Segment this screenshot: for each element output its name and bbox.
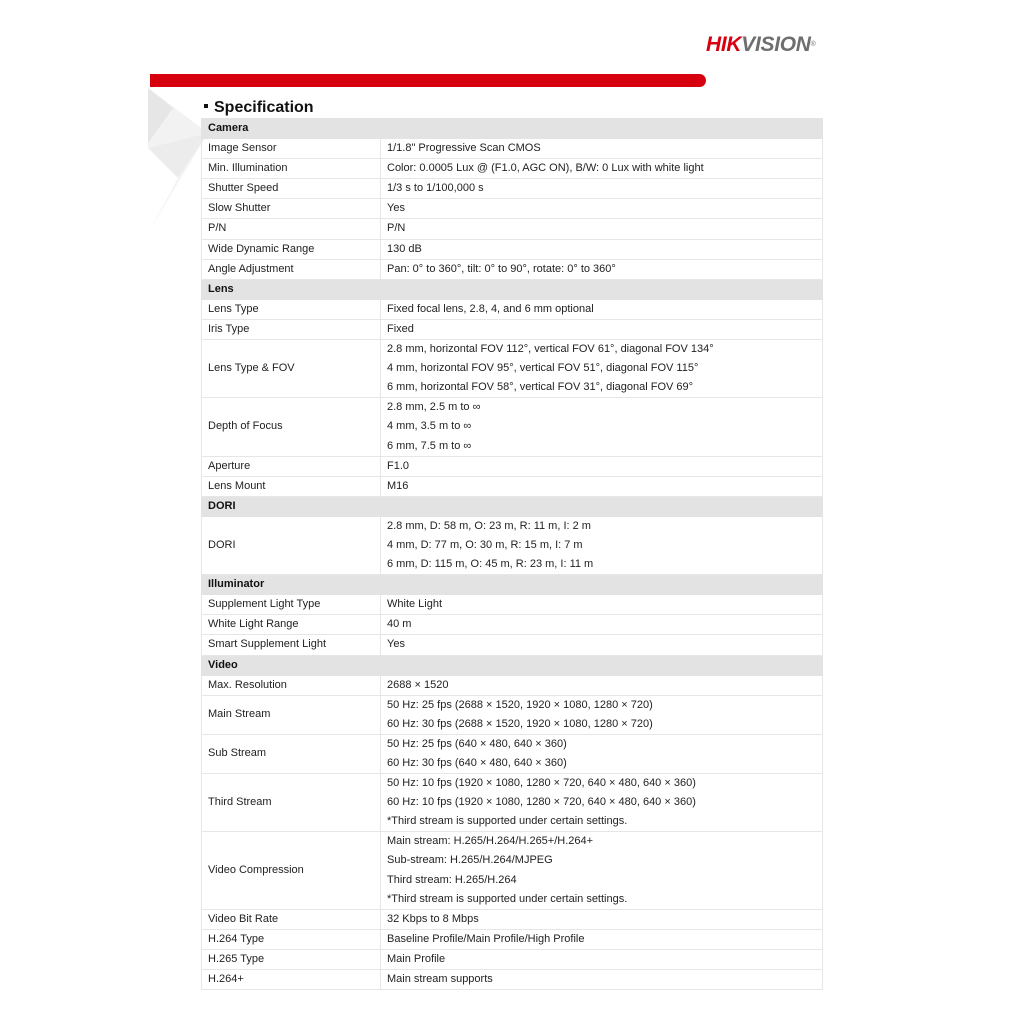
section-title	[204, 98, 314, 118]
specification-table	[201, 118, 823, 990]
spec-key: Aperture	[202, 456, 381, 476]
spec-value-line: Third stream: H.265/H.264	[387, 873, 517, 886]
spec-value-line: White Light	[387, 598, 443, 611]
spec-value-line: 50 Hz: 25 fps (2688 × 1520, 1920 × 1080, 1280 × 720)	[387, 698, 653, 711]
spec-key: Shutter Speed	[202, 179, 381, 199]
spec-value-line: 60 Hz: 30 fps (2688 × 1520, 1920 × 1080, 1280 × 720)	[387, 717, 653, 730]
spec-value-line: P/N	[387, 222, 406, 235]
group-title: Video	[202, 655, 823, 675]
spec-value-line: Baseline Profile/Main Profile/High Profile	[387, 932, 585, 945]
spec-value-line: 4 mm, D: 77 m, O: 30 m, R: 15 m, I: 7 m	[387, 538, 583, 551]
spec-key: Main Stream	[202, 695, 381, 734]
group-title: DORI	[202, 496, 823, 516]
spec-key: Video Compression	[202, 832, 381, 909]
spec-value-line: Main stream supports	[387, 973, 493, 986]
table-row	[202, 299, 823, 319]
bullet-icon	[204, 104, 208, 108]
group-header-row	[202, 496, 823, 516]
spec-value-line: Color: 0.0005 Lux @ (F1.0, AGC ON), B/W: 0 Lux with white light	[387, 162, 704, 175]
table-row	[202, 179, 823, 199]
spec-value	[381, 239, 823, 259]
spec-value-line: 40 m	[387, 618, 412, 631]
spec-key: Supplement Light Type	[202, 595, 381, 615]
spec-value-line: 2.8 mm, horizontal FOV 112°, vertical FOV 61°, diagonal FOV 134°	[387, 343, 714, 356]
table-row	[202, 949, 823, 969]
table-row	[202, 398, 823, 456]
spec-value-line: *Third stream is supported under certain settings.	[387, 815, 628, 828]
spec-value	[381, 219, 823, 239]
spec-value-line: 1/1.8" Progressive Scan CMOS	[387, 142, 541, 155]
spec-value-line: 32 Kbps to 8 Mbps	[387, 912, 479, 925]
spec-value-line: Yes	[387, 638, 405, 651]
spec-key: Angle Adjustment	[202, 259, 381, 279]
spec-value-line: 2.8 mm, D: 58 m, O: 23 m, R: 11 m, I: 2 m	[387, 519, 591, 532]
spec-value	[381, 159, 823, 179]
spec-key: H.264+	[202, 970, 381, 990]
table-row	[202, 259, 823, 279]
spec-value-line: 6 mm, horizontal FOV 58°, vertical FOV 31°, diagonal FOV 69°	[387, 381, 694, 394]
spec-key: Iris Type	[202, 319, 381, 339]
table-row	[202, 774, 823, 832]
spec-value-line: 60 Hz: 10 fps (1920 × 1080, 1280 × 720, 640 × 480, 640 × 360)	[387, 796, 696, 809]
spec-value-line: 1/3 s to 1/100,000 s	[387, 182, 484, 195]
table-row	[202, 675, 823, 695]
group-title: Lens	[202, 279, 823, 299]
spec-key: Smart Supplement Light	[202, 635, 381, 655]
spec-value-line: 6 mm, D: 115 m, O: 45 m, R: 23 m, I: 11 m	[387, 558, 594, 571]
spec-value	[381, 675, 823, 695]
spec-key: Max. Resolution	[202, 675, 381, 695]
spec-value	[381, 695, 823, 734]
registered-mark: ®	[810, 41, 816, 48]
header-red-bar	[150, 74, 706, 87]
spec-value	[381, 340, 823, 398]
spec-value	[381, 179, 823, 199]
spec-key: Slow Shutter	[202, 199, 381, 219]
spec-value	[381, 476, 823, 496]
logo-hik: HIK	[706, 33, 742, 56]
spec-value-line: 50 Hz: 10 fps (1920 × 1080, 1280 × 720, 640 × 480, 640 × 360)	[387, 777, 696, 790]
spec-value	[381, 259, 823, 279]
spec-value	[381, 199, 823, 219]
spec-key: Wide Dynamic Range	[202, 239, 381, 259]
spec-key: Sub Stream	[202, 734, 381, 773]
spec-key: P/N	[202, 219, 381, 239]
section-title-text: Specification	[214, 99, 314, 116]
table-row	[202, 929, 823, 949]
spec-value-line: 4 mm, 3.5 m to ∞	[387, 420, 472, 433]
spec-value	[381, 299, 823, 319]
table-row	[202, 734, 823, 773]
spec-value-line: Fixed	[387, 322, 414, 335]
table-row	[202, 615, 823, 635]
spec-key: DORI	[202, 516, 381, 574]
table-row	[202, 970, 823, 990]
table-row	[202, 516, 823, 574]
table-row	[202, 456, 823, 476]
table-row	[202, 832, 823, 909]
table-row	[202, 199, 823, 219]
table-row	[202, 139, 823, 159]
spec-value-line: M16	[387, 479, 409, 492]
group-title: Camera	[202, 119, 823, 139]
spec-value-line: Main stream: H.265/H.264/H.265+/H.264+	[387, 835, 594, 848]
spec-value	[381, 319, 823, 339]
spec-value	[381, 615, 823, 635]
table-row	[202, 476, 823, 496]
spec-value	[381, 970, 823, 990]
spec-key: Third Stream	[202, 774, 381, 832]
spec-value	[381, 516, 823, 574]
spec-key: Image Sensor	[202, 139, 381, 159]
table-row	[202, 219, 823, 239]
spec-value	[381, 949, 823, 969]
spec-value-line: *Third stream is supported under certain settings.	[387, 892, 628, 905]
spec-value	[381, 139, 823, 159]
spec-value	[381, 635, 823, 655]
spec-value	[381, 909, 823, 929]
table-row	[202, 340, 823, 398]
spec-value	[381, 595, 823, 615]
table-row	[202, 909, 823, 929]
spec-key: H.265 Type	[202, 949, 381, 969]
spec-value-line: 2.8 mm, 2.5 m to ∞	[387, 401, 481, 414]
spec-value-line: Main Profile	[387, 952, 446, 965]
spec-value	[381, 929, 823, 949]
spec-value-line: Yes	[387, 202, 405, 215]
table-row	[202, 635, 823, 655]
group-header-row	[202, 575, 823, 595]
table-row	[202, 595, 823, 615]
decorative-triangles-icon	[148, 88, 208, 233]
spec-value	[381, 774, 823, 832]
spec-key: H.264 Type	[202, 929, 381, 949]
spec-value-line: 50 Hz: 25 fps (640 × 480, 640 × 360)	[387, 737, 567, 750]
table-row	[202, 319, 823, 339]
group-header-row	[202, 279, 823, 299]
spec-value	[381, 734, 823, 773]
spec-value-line: Fixed focal lens, 2.8, 4, and 6 mm optional	[387, 302, 594, 315]
spec-key: Lens Mount	[202, 476, 381, 496]
spec-value-line: 6 mm, 7.5 m to ∞	[387, 439, 472, 452]
spec-key: Video Bit Rate	[202, 909, 381, 929]
spec-key: Lens Type & FOV	[202, 340, 381, 398]
hikvision-logo	[706, 33, 816, 57]
group-header-row	[202, 119, 823, 139]
spec-value-line: 4 mm, horizontal FOV 95°, vertical FOV 51°, diagonal FOV 115°	[387, 362, 699, 375]
spec-value	[381, 398, 823, 456]
spec-key: Min. Illumination	[202, 159, 381, 179]
spec-key: White Light Range	[202, 615, 381, 635]
table-row	[202, 239, 823, 259]
spec-value-line: Pan: 0° to 360°, tilt: 0° to 90°, rotate: 0° to 360°	[387, 262, 616, 275]
spec-value-line: 130 dB	[387, 242, 422, 255]
spec-value-line: 60 Hz: 30 fps (640 × 480, 640 × 360)	[387, 757, 567, 769]
table-row	[202, 695, 823, 734]
spec-value	[381, 832, 823, 909]
spec-value-line: 2688 × 1520	[387, 678, 449, 691]
group-header-row	[202, 655, 823, 675]
logo-vision: VISION	[741, 33, 811, 56]
spec-value	[381, 456, 823, 476]
table-row	[202, 159, 823, 179]
spec-value-line: Sub-stream: H.265/H.264/MJPEG	[387, 854, 553, 867]
group-title: Illuminator	[202, 575, 823, 595]
spec-key: Depth of Focus	[202, 398, 381, 456]
spec-value-line: F1.0	[387, 459, 410, 472]
spec-key: Lens Type	[202, 299, 381, 319]
